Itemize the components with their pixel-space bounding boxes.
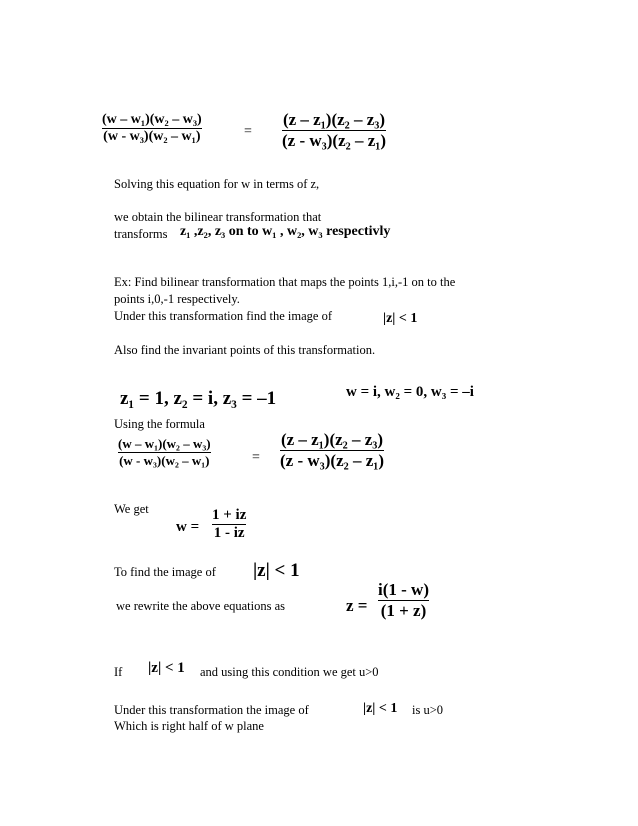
- formula1-rhs: [282, 110, 386, 151]
- conclusion-condition: |z| < 1: [363, 701, 398, 716]
- result-fraction: [212, 507, 246, 542]
- formula1-lhs: [102, 112, 202, 145]
- formula2-rhs: [280, 430, 384, 471]
- formula2-rhs-numerator: (z – z₁)(z₂ – z₃): [280, 430, 384, 449]
- conclusion-result: is u>0: [412, 703, 444, 717]
- paragraph-bilinear: we obtain the bilinear transformation that: [114, 210, 322, 224]
- given-w-values: w = i, w₂ = 0, w₃ = –i: [346, 384, 474, 400]
- formula1-lhs-numerator: (w – w₁)(w₂ – w₃): [102, 112, 202, 127]
- formula2-lhs: [118, 436, 211, 469]
- rewrite-denominator: (1 + z): [380, 601, 427, 620]
- rewrite-numerator: i(1 - w): [378, 580, 429, 599]
- example-line4: Also find the invariant points of this transformation.: [114, 343, 376, 357]
- formula2-lhs-denominator: (w - w₃)(w₂ – w₁): [119, 453, 210, 468]
- example-condition: |z| < 1: [383, 311, 418, 326]
- conclusion-line1: Under this transformation the image of: [114, 703, 309, 717]
- find-image-text: To find the image of: [114, 565, 216, 579]
- example-line2: points i,0,-1 respectively.: [114, 292, 240, 306]
- transforms-math: z₁ ,z₂, z₃ on to w₁ , w₂, w₃ respectivly: [180, 224, 391, 239]
- find-image-condition: |z| < 1: [253, 560, 300, 581]
- rewrite-text: we rewrite the above equations as: [116, 599, 286, 613]
- rewrite-fraction: [378, 580, 429, 621]
- rewrite-lhs: z =: [346, 596, 368, 615]
- result-numerator: 1 + iz: [212, 507, 247, 523]
- formula1-rhs-numerator: (z – z₁)(z₂ – z₃): [282, 110, 386, 129]
- transforms-label: transforms: [114, 227, 168, 241]
- example-line3: Under this transformation find the image of: [114, 309, 332, 323]
- formula1-equals: =: [244, 124, 252, 139]
- if-condition: |z| < 1: [148, 660, 185, 676]
- conclusion-line2: Which is right half of w plane: [114, 719, 264, 733]
- example-line1: Ex: Find bilinear transformation that maps the points 1,i,-1 on to the: [114, 275, 456, 289]
- if-text: and using this condition we get u>0: [200, 665, 379, 679]
- result-denominator: 1 - iz: [213, 525, 245, 541]
- given-z-values: z₁ = 1, z₂ = i, z₃ = –1: [120, 388, 277, 409]
- formula2-equals: =: [252, 450, 260, 465]
- if-label: If: [114, 665, 123, 679]
- formula2-rhs-denominator: (z - w₃)(z₂ – z₁): [280, 451, 385, 470]
- formula2-lhs-numerator: (w – w₁)(w₂ – w₃): [118, 436, 211, 451]
- using-formula-text: Using the formula: [114, 417, 205, 431]
- formula1-rhs-denominator: (z - w₃)(z₂ – z₁): [282, 131, 387, 150]
- formula1-lhs-denominator: (w - w₃)(w₂ – w₁): [103, 129, 201, 144]
- paragraph-solving: Solving this equation for w in terms of z,: [114, 177, 320, 191]
- result-lhs: w =: [176, 519, 200, 535]
- we-get-text: We get: [114, 502, 149, 516]
